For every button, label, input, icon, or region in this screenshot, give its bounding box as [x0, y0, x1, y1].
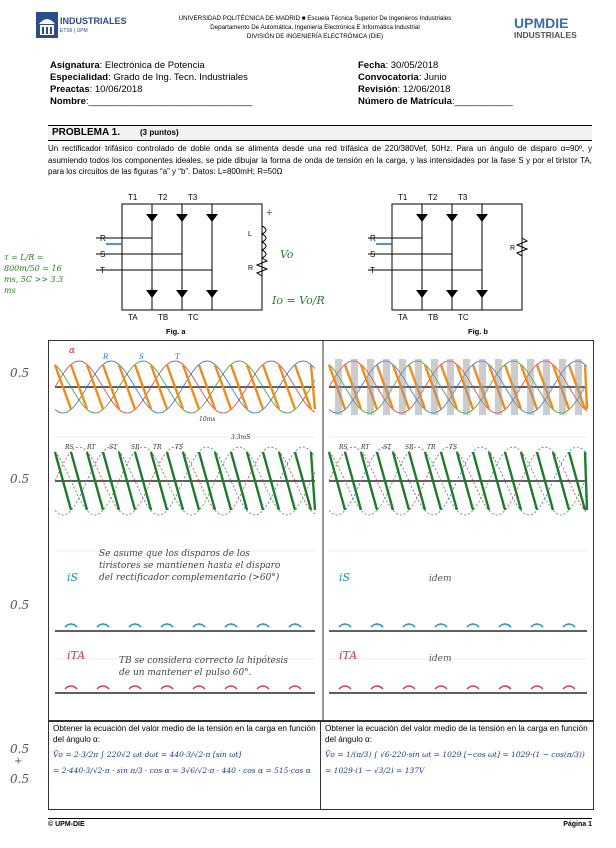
fig-b-t2: T2	[428, 193, 438, 202]
page-footer	[48, 818, 592, 831]
score-2: 0.5	[10, 472, 30, 486]
fig-b-gray-band	[559, 359, 566, 415]
fig-a-tc: TC	[188, 313, 199, 322]
problem-statement: Un rectificador trifásico controlado de doble onda se alimenta desde una red trifásica de 220/380Vef, 50Hz. Para un ángulo de disparo α=90º, y asumiendo todos los componentes ideales, se pide dibujar la forma de onda de tensión en la carga, y las intensidades por la fase S y por el tiristor TA, para los circuitos de las figuras “a” y “b”. Datos: L=800mH; R=50Ω	[48, 144, 592, 176]
fig-b-rload: R	[510, 245, 516, 252]
tau-note: τ = L/R = 800m/50 = 16 ms, 5C >> 3.3 ms	[4, 253, 64, 295]
footer-right: Página 1	[563, 821, 592, 828]
eq-right-2: = 1029·(1 − √3/2) = 137V	[325, 766, 425, 775]
eq-right-1: V̄o = 1/(π/3) ∫ √6·220·sin ωt = 1029 [−cos ωt] = 1029·(1 − cos(π/3))	[325, 750, 585, 759]
note-b: TB se considera correcto la hipótesis	[119, 656, 288, 666]
pair-label-1: RT	[87, 444, 96, 451]
score-b2: +	[14, 756, 23, 767]
fig-a-t: T	[100, 266, 105, 275]
asignatura-label: Asignatura	[50, 60, 100, 71]
problem-header	[48, 125, 592, 141]
question-left: Obtener la ecuación del valor medio de la tensión en la carga en función del ángulo α:	[53, 724, 316, 744]
label-10ms: 10ms	[199, 416, 216, 423]
idem-label-1: idem	[429, 574, 452, 584]
fig-b-gray-band	[415, 359, 422, 415]
pair-label-b-3: SR	[405, 444, 414, 451]
vo-label: Vo	[280, 248, 294, 261]
score-1: 0.5	[10, 366, 30, 380]
fig-b-gray-band	[463, 359, 470, 415]
answer-left	[49, 721, 321, 809]
fig-a-l: L	[248, 231, 252, 238]
exam-info-left	[50, 60, 350, 108]
answer-right	[321, 721, 592, 809]
eq-left-2: = 2·440·3/√2·π · sin π/3 · cos α = 3√6/√2·π · 440 · cos α = 515·cos α	[53, 766, 311, 775]
fig-a-s: S	[100, 250, 106, 259]
nombre-value: :_______________________________	[85, 96, 253, 107]
etsii-logo	[36, 10, 154, 44]
pair-label-0: RS	[65, 444, 74, 451]
fecha-label: Fecha	[358, 60, 386, 71]
waveform-svg	[49, 341, 593, 721]
institution-header	[150, 14, 480, 41]
logo-right-bottom: INDUSTRIALES	[514, 30, 577, 40]
asignatura-value: : Electrónica de Potencia	[99, 60, 205, 71]
fig-a-ta: TA	[128, 313, 138, 322]
fig-b-gray-band	[335, 359, 342, 415]
header-line-3: DIVISIÓN DE INGENIERÍA ELECTRÓNICA (DIE)	[246, 33, 384, 40]
ita-label-b: iTA	[339, 649, 358, 662]
fig-b-gray-band	[527, 359, 534, 415]
score-3: 0.5	[10, 598, 30, 612]
eq-left-1: V̄o = 2·3/2π ∫ 220√2 ωt dωt = 440·3/√2·π [sin ωt]	[53, 750, 242, 759]
pair-label-b-1: RT	[361, 444, 370, 451]
current-sketch-1	[339, 686, 575, 689]
fig-b-tc: TC	[458, 313, 469, 322]
fig-a-label: Fig. a	[166, 327, 186, 336]
pair-label-b-0: RS	[339, 444, 348, 451]
pair-label-2: ST	[109, 444, 118, 451]
footer-left: © UPM-DIE	[48, 821, 85, 828]
problem-points: (3 puntos)	[140, 128, 179, 137]
pair-label-b-5: TS	[449, 444, 458, 451]
fig-b-r: R	[370, 234, 376, 243]
fig-b-label: Fig. b	[468, 327, 488, 336]
fig-b-gray-band	[367, 359, 374, 415]
idem-label-2: idem	[429, 654, 452, 664]
exam-info-right	[358, 60, 598, 108]
alpha-label: α	[69, 346, 76, 356]
score-b1: 0.5	[10, 742, 30, 756]
pair-label-5: TS	[175, 444, 184, 451]
fig-b-gray-band	[447, 359, 454, 415]
matricula-value: :___________	[451, 96, 513, 107]
fig-b-gray-band	[399, 359, 406, 415]
logo-left-text: INDUSTRIALES	[60, 16, 127, 26]
fig-a-t2: T2	[158, 193, 168, 202]
current-sketch-1	[65, 686, 301, 689]
current-sketch-0	[339, 624, 575, 627]
io-label: Io = Vo/R	[272, 294, 325, 307]
note-a: del rectificador complementario (>60°)	[99, 573, 280, 583]
convocatoria-label: Convocatoria	[358, 72, 419, 83]
note-a: Se asume que los disparos de los	[99, 549, 250, 559]
header-line-2: Departamento De Automática, Ingeniería Electrónica E Informática Industrial	[210, 24, 420, 31]
note-a: tiristores se mantienen hasta el disparo	[99, 561, 281, 571]
fig-b-gray-band	[351, 359, 358, 415]
fig-b-t1: T1	[398, 193, 408, 202]
fig-b-gray-band	[575, 359, 582, 415]
logo-right-top: UPMDIE	[514, 15, 569, 31]
fig-b-gray-band	[543, 359, 550, 415]
preactas-value: : 10/06/2018	[89, 84, 143, 95]
fig-b-ta: TA	[398, 313, 408, 322]
phase-label-s: S	[139, 353, 144, 361]
is-label-a: iS	[67, 571, 79, 584]
logo-left-sub: ETSII | UPM	[60, 28, 88, 34]
is-label-b: iS	[339, 571, 351, 584]
especialidad-value: : Grado de Ing. Tecn. Industriales	[108, 72, 248, 83]
preactas-label: Preactas	[50, 84, 90, 95]
fig-b-gray-band	[383, 359, 390, 415]
fig-b-t: T	[370, 266, 375, 275]
ita-label-a: iTA	[67, 649, 86, 662]
especialidad-label: Especialidad	[50, 72, 109, 83]
upmdie-logo	[514, 16, 584, 42]
note-b: de un mantener el pulso 60°.	[119, 668, 252, 678]
header-line-1: UNIVERSIDAD POLITÉCNICA DE MADRID ■ Escuela Técnica Superior De Ingenieros Industriales	[178, 15, 452, 22]
score-b3: 0.5	[10, 772, 30, 786]
circuit-diagrams	[48, 186, 592, 336]
convocatoria-value: : Junio	[418, 72, 447, 83]
phase-label-t: T	[175, 353, 180, 361]
nombre-label: Nombre	[50, 96, 86, 107]
matricula-label: Número de Matrícula	[358, 96, 452, 107]
plus-sign: +	[266, 207, 273, 219]
problem-title: PROBLEMA 1.	[52, 127, 120, 138]
label-3-3ms: 3.3mS	[231, 434, 251, 441]
fig-a-t1: T1	[128, 193, 138, 202]
waveform-area	[48, 340, 594, 722]
pair-label-3: SR	[131, 444, 140, 451]
revision-value: : 12/06/2018	[397, 84, 451, 95]
revision-label: Revisión	[358, 84, 398, 95]
pair-label-b-4: TR	[427, 444, 436, 451]
fig-b-tb: TB	[428, 313, 439, 322]
fig-a-tb: TB	[158, 313, 169, 322]
phase-label-r: R	[103, 353, 109, 361]
fig-b-gray-band	[511, 359, 518, 415]
fig-b-gray-band	[479, 359, 486, 415]
fig-a-r: R	[100, 234, 106, 243]
fig-a-rload: R	[248, 265, 254, 272]
current-sketch-0	[65, 624, 301, 627]
fecha-value: : 30/05/2018	[385, 60, 439, 71]
fig-b-s: S	[370, 250, 376, 259]
fig-b-t3: T3	[458, 193, 468, 202]
pair-label-b-2: ST	[383, 444, 392, 451]
question-right: Obtener la ecuación del valor medio de la tensión en la carga en función del ángulo α:	[325, 724, 588, 744]
pair-label-4: TR	[153, 444, 162, 451]
fig-a-t3: T3	[188, 193, 198, 202]
fig-b-gray-band	[431, 359, 438, 415]
answer-section	[48, 720, 594, 810]
fig-b-gray-band	[495, 359, 502, 415]
